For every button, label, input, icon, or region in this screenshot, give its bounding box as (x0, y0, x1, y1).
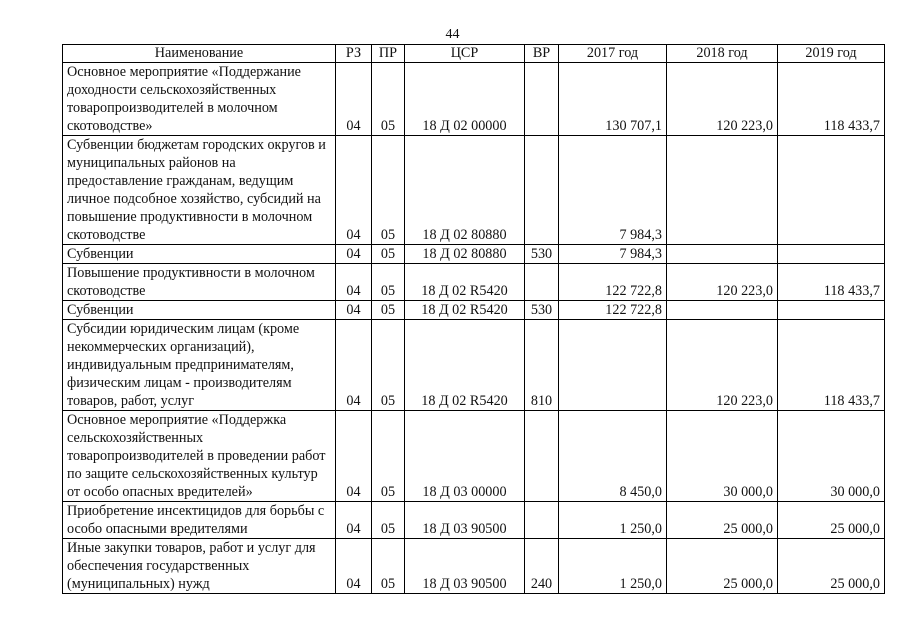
table-row (63, 245, 885, 264)
row-2019 (778, 136, 885, 245)
row-csr: 18 Д 02 R5420 (405, 301, 525, 320)
row-pr: 05 (372, 320, 405, 411)
row-2018 (667, 245, 778, 264)
header-pr: ПР (372, 45, 405, 63)
row-csr: 18 Д 03 00000 (405, 411, 525, 502)
row-rz: 04 (336, 63, 372, 136)
row-2018 (667, 301, 778, 320)
row-2018: 30 000,0 (667, 411, 778, 502)
row-vr (525, 411, 559, 502)
row-rz: 04 (336, 136, 372, 245)
row-rz: 04 (336, 301, 372, 320)
row-pr: 05 (372, 245, 405, 264)
table-row (63, 136, 885, 245)
row-2019: 118 433,7 (778, 63, 885, 136)
row-rz: 04 (336, 502, 372, 539)
header-2017: 2017 год (559, 45, 667, 63)
table-row (63, 502, 885, 539)
row-rz: 04 (336, 411, 372, 502)
row-pr: 05 (372, 539, 405, 594)
header-2019: 2019 год (778, 45, 885, 63)
row-2017: 1 250,0 (559, 502, 667, 539)
header-rz: РЗ (336, 45, 372, 63)
row-pr: 05 (372, 136, 405, 245)
table-row (63, 320, 885, 411)
row-vr: 810 (525, 320, 559, 411)
row-rz: 04 (336, 264, 372, 301)
row-name: Приобретение инсектицидов для борьбы с особо опасными вредителями (63, 502, 336, 539)
row-2018: 120 223,0 (667, 264, 778, 301)
row-name: Повышение продуктивности в молочном скотоводстве (63, 264, 336, 301)
row-2019: 118 433,7 (778, 264, 885, 301)
row-name: Субвенции (63, 301, 336, 320)
table-row (63, 264, 885, 301)
row-csr: 18 Д 03 90500 (405, 502, 525, 539)
row-csr: 18 Д 02 R5420 (405, 264, 525, 301)
row-rz: 04 (336, 245, 372, 264)
row-name: Основное мероприятие «Поддержка сельскохозяйственных товаропроизводителей в проведении работ по защите сельскохозяйственных культур от особо опасных вредителей» (63, 411, 336, 502)
row-rz: 04 (336, 320, 372, 411)
row-rz: 04 (336, 539, 372, 594)
row-vr: 530 (525, 245, 559, 264)
row-2018: 25 000,0 (667, 502, 778, 539)
row-2019: 30 000,0 (778, 411, 885, 502)
row-2017: 122 722,8 (559, 301, 667, 320)
row-2018: 120 223,0 (667, 63, 778, 136)
row-csr: 18 Д 02 80880 (405, 136, 525, 245)
header-2018: 2018 год (667, 45, 778, 63)
row-name: Субвенции бюджетам городских округов и муниципальных районов на предоставление гражданам, ведущим личное подсобное хозяйство, субсидий на повышение продуктивности в молочном скотоводстве (63, 136, 336, 245)
row-pr: 05 (372, 502, 405, 539)
row-2019 (778, 301, 885, 320)
row-vr (525, 502, 559, 539)
row-2019: 25 000,0 (778, 539, 885, 594)
row-2019 (778, 245, 885, 264)
row-vr (525, 136, 559, 245)
row-2017: 1 250,0 (559, 539, 667, 594)
row-pr: 05 (372, 301, 405, 320)
row-2017: 8 450,0 (559, 411, 667, 502)
row-pr: 05 (372, 264, 405, 301)
table-row (63, 411, 885, 502)
row-pr: 05 (372, 411, 405, 502)
table-header-row (63, 45, 885, 63)
header-vr: ВР (525, 45, 559, 63)
budget-table (62, 44, 885, 594)
table-row (63, 539, 885, 594)
row-csr: 18 Д 02 00000 (405, 63, 525, 136)
row-2018: 25 000,0 (667, 539, 778, 594)
row-2017: 7 984,3 (559, 136, 667, 245)
row-vr: 530 (525, 301, 559, 320)
row-csr: 18 Д 03 90500 (405, 539, 525, 594)
row-2019: 118 433,7 (778, 320, 885, 411)
row-csr: 18 Д 02 R5420 (405, 320, 525, 411)
row-2017: 7 984,3 (559, 245, 667, 264)
row-2017: 122 722,8 (559, 264, 667, 301)
row-pr: 05 (372, 63, 405, 136)
row-vr (525, 63, 559, 136)
header-csr: ЦСР (405, 45, 525, 63)
row-name: Субвенции (63, 245, 336, 264)
table-row (63, 301, 885, 320)
header-name: Наименование (63, 45, 336, 63)
row-csr: 18 Д 02 80880 (405, 245, 525, 264)
page-number: 44 (445, 27, 460, 42)
row-2018 (667, 136, 778, 245)
row-vr: 240 (525, 539, 559, 594)
row-2017: 130 707,1 (559, 63, 667, 136)
row-2017 (559, 320, 667, 411)
row-name: Иные закупки товаров, работ и услуг для обеспечения государственных (муниципальных) нужд (63, 539, 336, 594)
row-name: Субсидии юридическим лицам (кроме некоммерческих организаций), индивидуальным предпринимателям, физическим лицам - производителям товаров, работ, услуг (63, 320, 336, 411)
table-row (63, 63, 885, 136)
row-vr (525, 264, 559, 301)
row-2018: 120 223,0 (667, 320, 778, 411)
row-2019: 25 000,0 (778, 502, 885, 539)
row-name: Основное мероприятие «Поддержание доходности сельскохозяйственных товаропроизводителей в молочном скотоводстве» (63, 63, 336, 136)
